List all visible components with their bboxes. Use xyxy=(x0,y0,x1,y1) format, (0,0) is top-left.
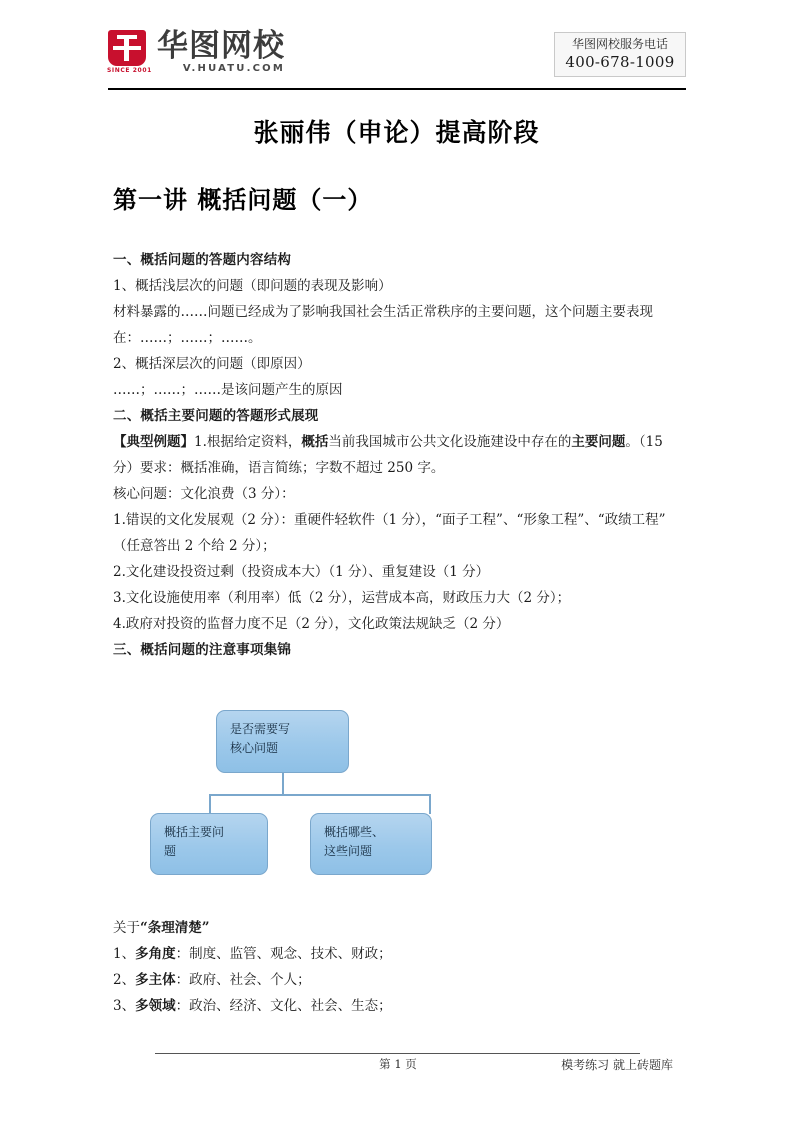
section-1-item-1-body-a: 材料暴露的……问题已经成为了影响我国社会生活正常秩序的主要问题，这个问题主要表现 xyxy=(113,304,653,320)
section-2-core-question: 核心问题：文化浪费（3 分）： xyxy=(113,486,295,502)
clarity-item-3-number: 3、 xyxy=(113,998,136,1014)
example-keyword-2: 主要问题 xyxy=(571,434,626,450)
section-1-item-1-body-b: 在：……；……；……。 xyxy=(113,330,262,346)
connector-right-vertical xyxy=(429,794,431,814)
example-keyword-1: 概括 xyxy=(301,434,329,450)
flow-diagram xyxy=(138,700,468,880)
section-2-point-3: 3.文化设施使用率（利用率）低（2 分），运营成本高，财政压力大（2 分）； xyxy=(113,590,571,606)
clarity-item-1-label: 多角度 xyxy=(135,946,176,962)
clarity-prefix: 关于 xyxy=(113,920,140,936)
page-title: 张丽伟（申论）提高阶段 xyxy=(253,118,540,147)
clarity-item-3-text: ：政治、经济、文化、社会、生态； xyxy=(175,998,392,1014)
diagram-node-left-line2: 题 xyxy=(164,844,177,858)
example-text-1: 1.根据给定资料， xyxy=(194,434,302,450)
shield-bar xyxy=(113,46,141,50)
diagram-node-left-line1: 概括主要问 xyxy=(164,825,225,839)
footer-slogan: 模考练习 就上砖题库 xyxy=(561,1058,673,1072)
diagram-node-right-line2: 这些问题 xyxy=(324,844,373,858)
since-label: SINCE 2001 xyxy=(107,67,152,74)
clarity-item-2-number: 2、 xyxy=(113,972,136,988)
diagram-node-right xyxy=(310,813,432,875)
example-text-3: 。（15 xyxy=(625,434,663,450)
diagram-node-root-line1: 是否需要写 xyxy=(230,722,291,736)
connector-root-vertical xyxy=(282,773,284,796)
clarity-item-3 xyxy=(113,993,683,1019)
header-divider xyxy=(108,88,686,90)
section-3-heading: 三、概括问题的注意事项集锦 xyxy=(113,642,292,658)
service-phone-box xyxy=(554,32,686,77)
diagram-node-left xyxy=(150,813,268,875)
page-number: 第 1 页 xyxy=(379,1057,417,1071)
connector-left-vertical xyxy=(209,794,211,814)
shield-logo-icon xyxy=(107,30,152,74)
diagram-node-right-line1: 概括哪些、 xyxy=(324,825,385,839)
section-2-example-line-2: 分）要求：概括准确，语言简练；字数不超过 250 字。 xyxy=(113,460,445,476)
section-1-item-1: 1、概括浅层次的问题（即问题的表现及影响） xyxy=(113,278,392,294)
brand-name-cn: 华图网校 xyxy=(157,28,285,64)
clarity-item-1 xyxy=(113,941,683,967)
brand-logo xyxy=(108,30,285,74)
example-text-2: 当前我国城市公共文化设施建设中存在的 xyxy=(328,434,572,450)
section-2-point-4: 4.政府对投资的监督力度不足（2 分），文化政策法规缺乏（2 分） xyxy=(113,616,510,632)
section-1-heading: 一、概括问题的答题内容结构 xyxy=(113,252,292,268)
clarity-item-2-label: 多主体 xyxy=(135,972,176,988)
service-phone-number: 400-678-1009 xyxy=(565,53,675,71)
clarity-item-2-text: ：政府、社会、个人； xyxy=(175,972,311,988)
diagram-node-root-line2: 核心问题 xyxy=(230,741,279,755)
section-2-heading: 二、概括主要问题的答题形式展现 xyxy=(113,408,319,424)
shield-mark xyxy=(108,30,146,66)
clarity-keyword: “条理清楚” xyxy=(140,920,210,936)
clarity-item-1-number: 1、 xyxy=(113,946,136,962)
section-2-point-1b: （任意答出 2 个给 2 分）； xyxy=(113,538,276,554)
page-footer xyxy=(113,1056,683,1078)
clarity-section xyxy=(113,915,683,1019)
diagram-node-root xyxy=(216,710,349,773)
footer-divider xyxy=(155,1053,640,1054)
connector-horizontal xyxy=(209,794,431,796)
section-1-item-2-body: ……；……；……是该问题产生的原因 xyxy=(113,382,343,398)
brand-wordmark xyxy=(157,30,285,74)
clarity-item-1-text: ：制度、监管、观念、技术、财政； xyxy=(175,946,392,962)
section-1-item-2: 2、概括深层次的问题（即原因） xyxy=(113,356,311,372)
clarity-heading xyxy=(113,915,683,941)
clarity-item-3-label: 多领域 xyxy=(135,998,176,1014)
section-2-example-line-1 xyxy=(113,429,683,455)
clarity-item-2 xyxy=(113,967,683,993)
page-header xyxy=(108,28,686,86)
service-phone-label: 华图网校服务电话 xyxy=(571,37,668,51)
example-label: 【典型例题】 xyxy=(113,434,194,450)
document-body xyxy=(113,247,683,663)
chapter-title: 第一讲 概括问题（一） xyxy=(113,185,373,214)
section-2-point-2: 2.文化建设投资过剩（投资成本大）（1 分）、重复建设（1 分） xyxy=(113,564,490,580)
brand-url: V.HUATU.COM xyxy=(182,63,285,74)
section-2-point-1a: 1.错误的文化发展观（2 分）：重硬件轻软件（1 分），“面子工程”、“形象工程”、“政绩工程” xyxy=(113,512,666,528)
